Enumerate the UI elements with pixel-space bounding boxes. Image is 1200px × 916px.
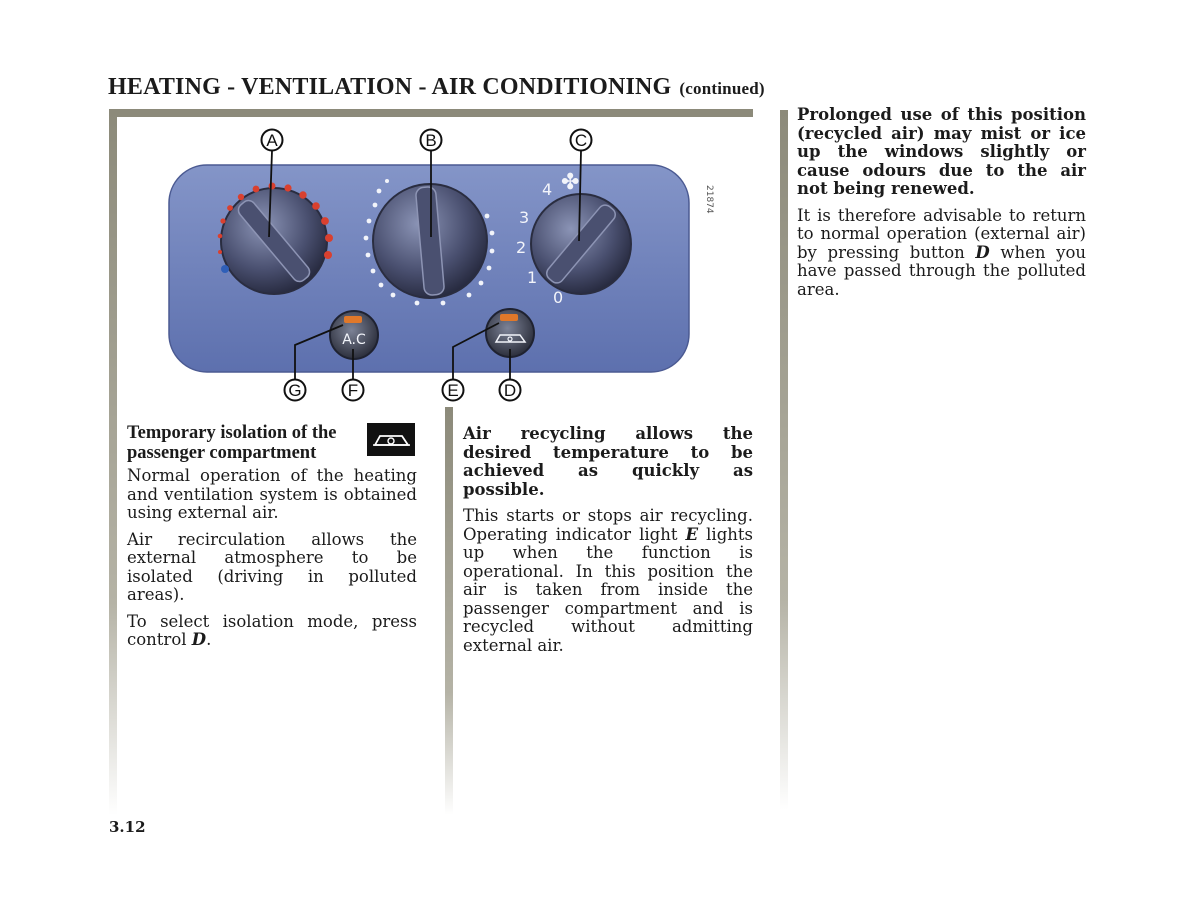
svg-text:B: B — [425, 131, 437, 150]
middle-rule — [445, 407, 453, 815]
middle-bold-paragraph: Air recycling allows the desired temperature to be achieved as quickly as possible. — [463, 424, 753, 499]
page-number: 3.12 — [109, 818, 146, 836]
control-d-ref: D — [191, 630, 207, 649]
title-continued: (continued) — [679, 79, 765, 98]
left-paragraph-3: To select isolation mode, press control D. — [127, 611, 417, 649]
right-rule — [780, 110, 788, 810]
button-d-ref: D — [975, 242, 990, 262]
fan-speed-knob — [531, 194, 631, 294]
fan-speed-1: 1 — [527, 268, 538, 287]
callout-f — [343, 380, 364, 401]
page-title — [108, 74, 765, 101]
indicator-e-ref: E — [685, 524, 699, 544]
svg-text:E: E — [447, 381, 459, 400]
temperature-knob — [221, 188, 327, 294]
section-heading-wrap — [127, 423, 417, 463]
left-paragraph-1: Normal operation of the heating and ventilation system is obtained using external air. — [127, 466, 417, 522]
fan-speed-2: 2 — [516, 238, 527, 257]
left-rule — [109, 110, 117, 815]
control-panel-illustration — [117, 117, 753, 407]
distribution-knob — [373, 184, 487, 298]
left-paragraph-2: Air recirculation allows the external atmosphere to be isolated (driving in polluted areas). — [127, 529, 417, 604]
svg-text:A: A — [266, 131, 278, 150]
svg-text:D: D — [503, 381, 517, 400]
svg-text:F: F — [347, 381, 359, 400]
ac-button-label: A.C — [342, 332, 366, 348]
left-column — [127, 423, 417, 658]
section-heading: Temporary isolation of the passenger compartment — [127, 423, 337, 463]
callout-d — [500, 380, 521, 401]
top-rule — [109, 109, 753, 117]
callout-c — [571, 130, 592, 151]
fan-speed-3: 3 — [519, 208, 530, 227]
right-bold-paragraph: Prolonged use of this position (recycled air) may mist or ice up the windows slightly or cause odours due to the air not being renewed. — [797, 105, 1086, 198]
car-recirculation-icon — [367, 423, 415, 456]
middle-column — [463, 425, 753, 663]
right-column — [797, 106, 1086, 307]
right-paragraph: It is therefore advisable to return to normal operation (external air) by pressing button D when you have passed through the polluted area. — [797, 205, 1087, 299]
fan-speed-0: 0 — [553, 288, 564, 307]
callout-g — [285, 380, 306, 401]
fan-icon: ✤ — [561, 170, 580, 195]
title-main: HEATING - VENTILATION - AIR CONDITIONING — [108, 74, 672, 100]
svg-text:G: G — [288, 381, 302, 400]
callout-a — [262, 130, 283, 151]
callout-b — [421, 130, 442, 151]
fan-speed-4: 4 — [542, 180, 553, 199]
middle-paragraph: This starts or stops air recycling. Operating indicator light E lights up when the function is operational. In this position the air is taken from inside the passenger compartment and is recycled without admitting external air. — [463, 506, 753, 655]
svg-text:C: C — [574, 131, 588, 150]
ref-code: 21874 — [704, 185, 714, 214]
callout-e — [443, 380, 464, 401]
ac-button — [330, 311, 378, 359]
